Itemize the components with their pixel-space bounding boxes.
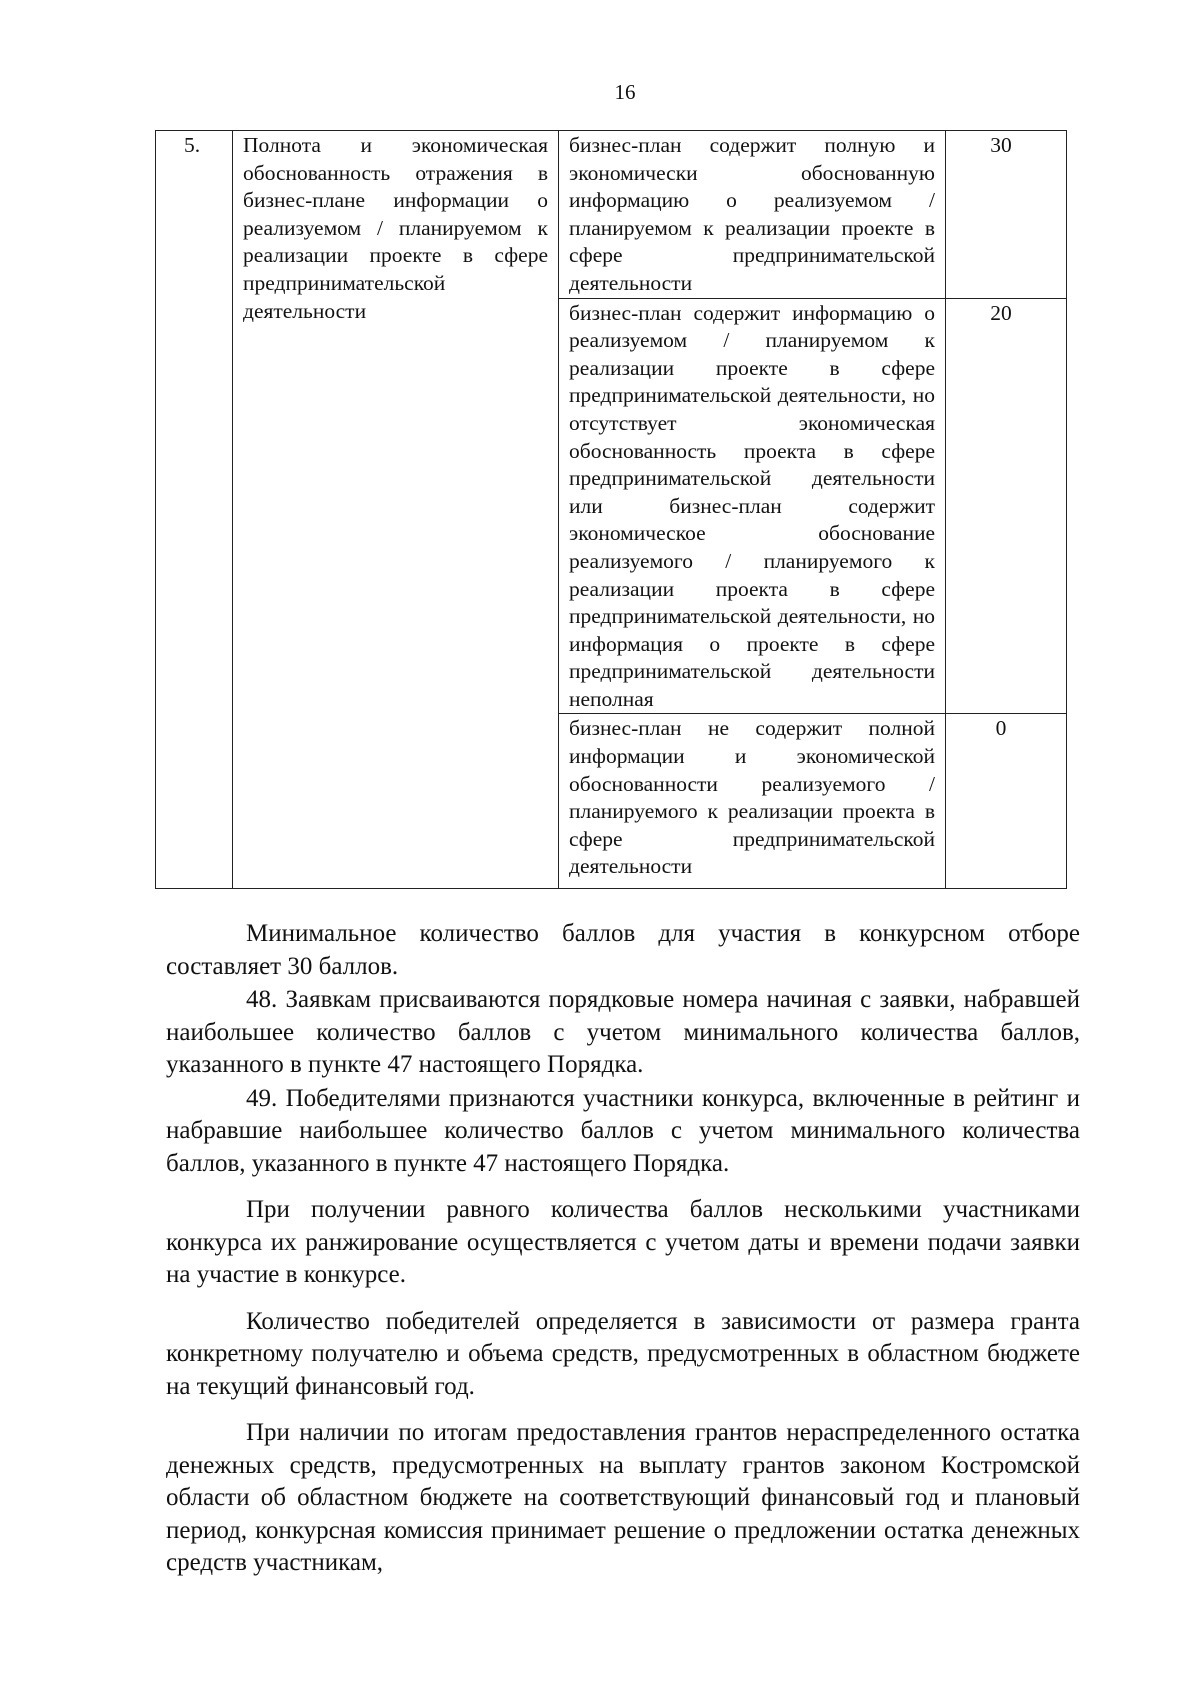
paragraph: 49. Победителями признаются участники конкурса, включенные в рейтинг и набравшие наибольшее количество баллов с учетом минимального количества баллов, указанного в пункте 47 настоящего Порядка. bbox=[166, 1084, 1080, 1177]
level-description-cell: бизнес-план содержит информацию о реализуемом / планируемом к реализации проекте в сфере предпринимательской деятельности, но отсутствует экономическая обоснованность проекта в сфере предпринимательской деятельности или бизнес-план содержит экономическое обоснование реализуемого / планируемого к реализации проекта в сфере предпринимательской деятельности, но информация о проекте в сфере предпринимательской деятельности неполная bbox=[559, 298, 946, 714]
level-description-cell: бизнес-план содержит полную и экономически обоснованную информацию о реализуемом / планируемом к реализации проекте в сфере предпринимательской деятельности bbox=[559, 131, 946, 299]
row-number-cell: 5. bbox=[156, 131, 233, 889]
level-score-cell: 20 bbox=[946, 298, 1067, 714]
paragraph: Минимальное количество баллов для участия в конкурсном отборе составляет 30 баллов. bbox=[166, 920, 1080, 980]
criteria-table bbox=[155, 130, 1067, 889]
paragraph: Количество победителей определяется в зависимости от размера гранта конкретному получателю и объема средств, предусмотренных в областном бюджете на текущий финансовый год. bbox=[166, 1307, 1080, 1400]
table-row bbox=[156, 131, 1067, 299]
paragraph: При наличии по итогам предоставления грантов нераспределенного остатка денежных средств, предусмотренных на выплату грантов законом Костромской области об областном бюджете на соответствующий финансовый год и плановый период, конкурсная комиссия принимает решение о предложении остатка денежных средств участникам, bbox=[166, 1419, 1080, 1576]
page-number: 16 bbox=[614, 80, 636, 104]
paragraph: 48. Заявкам присваиваются порядковые номера начиная с заявки, набравшей наибольшее количество баллов с учетом минимального количества баллов, указанного в пункте 47 настоящего Порядка. bbox=[166, 986, 1080, 1078]
level-score-cell: 0 bbox=[946, 714, 1067, 889]
body-text bbox=[166, 918, 1080, 1580]
level-score-cell: 30 bbox=[946, 131, 1067, 299]
level-description-cell: бизнес-план не содержит полной информации и экономической обоснованности реализуемого / планируемого к реализации проекта в сфере предпринимательской деятельности bbox=[559, 714, 946, 889]
criterion-cell: Полнота и экономическая обоснованность отражения в бизнес-плане информации о реализуемом / планируемом к реализации проекте в сфере предпринимательской деятельности bbox=[233, 131, 559, 889]
paragraph: При получении равного количества баллов несколькими участниками конкурса их ранжирование осуществляется с учетом даты и времени подачи заявки на участие в конкурсе. bbox=[166, 1196, 1080, 1288]
